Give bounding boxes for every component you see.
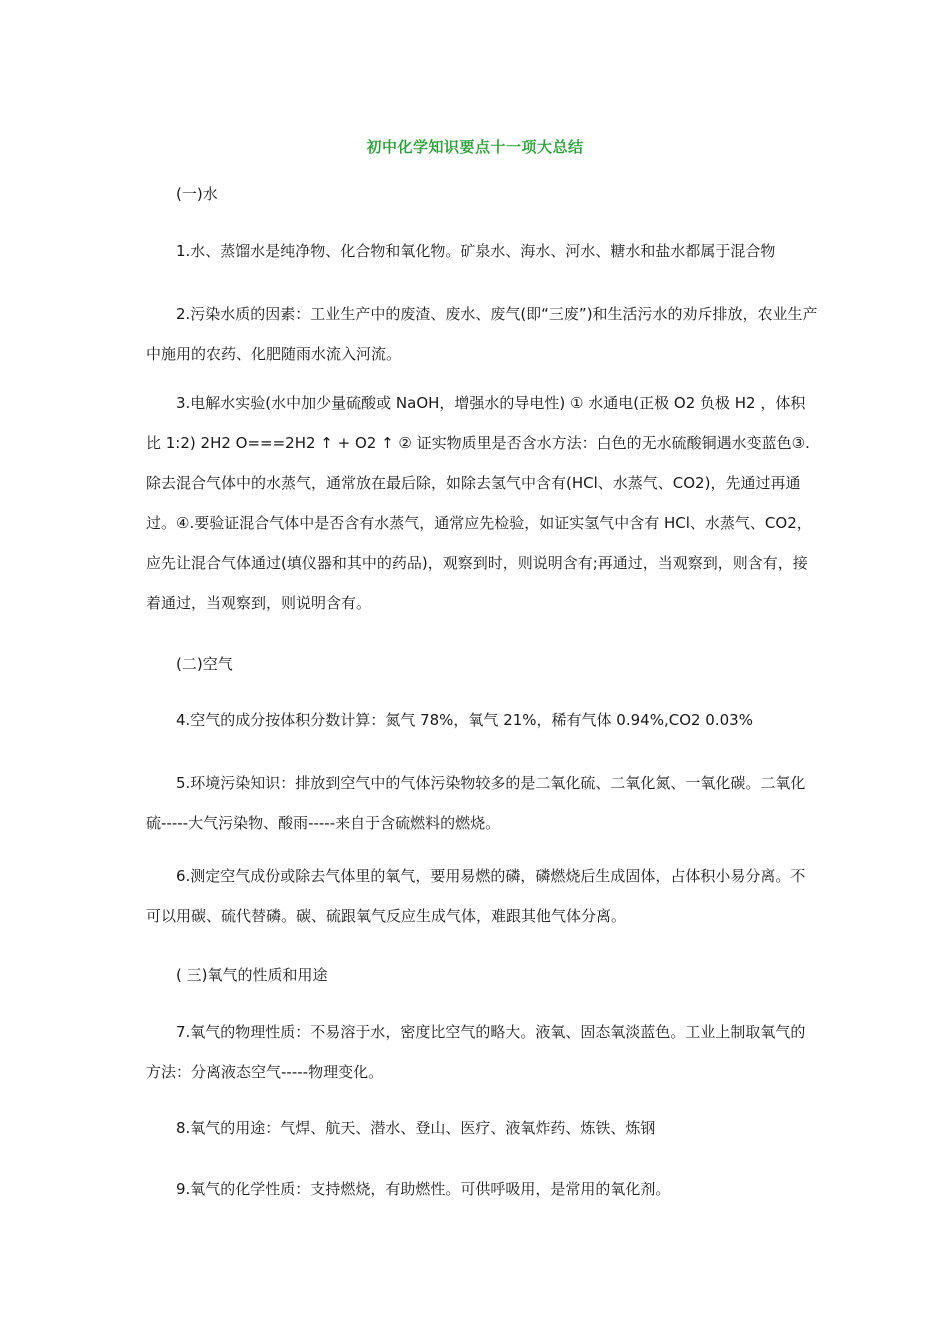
document-title: 初中化学知识要点十一项大总结	[366, 138, 584, 156]
paragraph-3: 3.电解水实验(水中加少量硫酸或 NaOH，增强水的导电性) ① 水通电(正极 O2 负极 H2 ，体积比 1:2) 2H2 O===2H2 ↑ + O2 ↑ ② 证实物质里是否含水方法：白色的无水硫酸铜遇水变蓝色③.除去混合气体中的水蒸气，通常放在最后除，如除去氢气中含有(HCl、水蒸气、CO2)，先通过再通过。④.要验证混合气体中是否含有水蒸气，通常应先检验，如证实氢气中含有 HCl、水蒸气、CO2，应先让混合气体通过(填仪器和其中的药品)，观察到时，则说明含有;再通过，当观察到，则含有，接着通过，当观察到，则说明含有。	[146, 394, 812, 612]
paragraph-4: 4.空气的成分按体积分数计算：氮气 78%，氧气 21%，稀有气体 0.94%,CO2 0.03%	[176, 711, 753, 729]
paragraph-7: 7.氧气的物理性质：不易溶于水，密度比空气的略大。液氧、固态氧淡蓝色。工业上制取氧气的方法：分离液态空气-----物理变化。	[146, 1023, 806, 1081]
paragraph-5: 5.环境污染知识：排放到空气中的气体污染物较多的是二氧化硫、二氧化氮、一氧化碳。二氧化硫-----大气污染物、酸雨-----来自于含硫燃料的燃烧。	[146, 774, 806, 832]
paragraph-9: 9.氧气的化学性质：支持燃烧，有助燃性。可供呼吸用，是常用的氧化剂。	[176, 1180, 671, 1198]
paragraph-2: 2.污染水质的因素：工业生产中的废渣、废水、废气(即“三废”)和生活污水的劝斥排放，农业生产中施用的农药、化肥随雨水流入河流。	[146, 305, 818, 363]
paragraph-8: 8.氧气的用途：气焊、航天、潜水、登山、医疗、液氧炸药、炼铁、炼钢	[176, 1119, 656, 1137]
section-heading-water: (一)水	[176, 185, 218, 203]
paragraph-6: 6.测定空气成份或除去气体里的氧气，要用易燃的磷，磷燃烧后生成固体，占体积小易分离。不可以用碳、硫代替磷。碳、硫跟氧气反应生成气体，难跟其他气体分离。	[146, 867, 806, 925]
section-heading-oxygen: ( 三)氧气的性质和用途	[176, 966, 328, 984]
section-heading-air: (二)空气	[176, 655, 233, 673]
paragraph-1: 1.水、蒸馏水是纯净物、化合物和氧化物。矿泉水、海水、河水、糖水和盐水都属于混合物	[176, 242, 776, 260]
